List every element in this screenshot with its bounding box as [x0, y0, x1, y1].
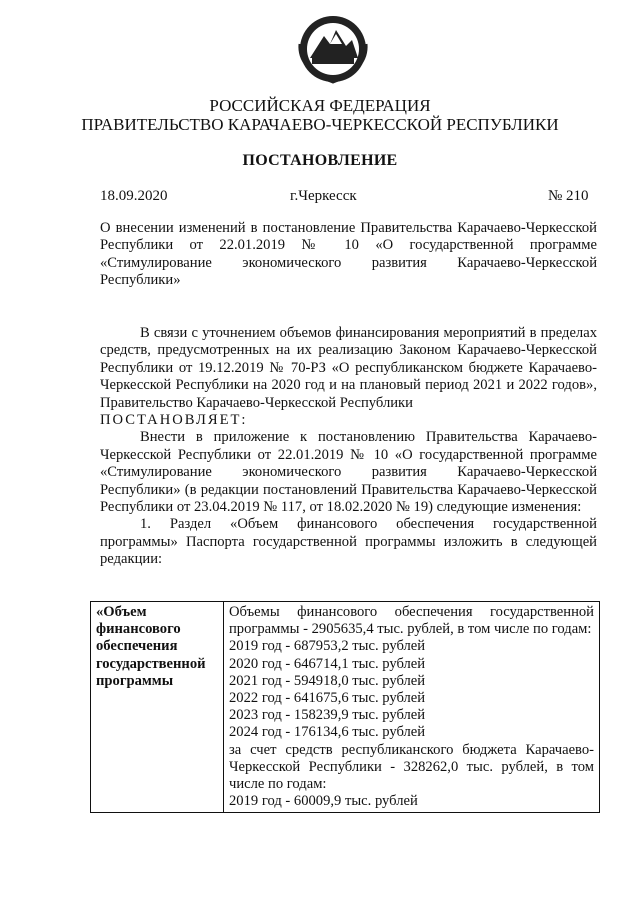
document-subject: О внесении изменений в постановление Правительства Карачаево-Черкесской Республики от 22.01.2019 № 10 «О государственной программе «Стимулирование экономического развития Карачаево-Черкесской Республики»	[100, 220, 597, 289]
coat-of-arms-icon	[294, 14, 372, 84]
table-label-cell: «Объем финансового обеспечения государственной программы	[91, 602, 224, 813]
table-row	[91, 602, 600, 813]
document-city: г.Черкесск	[290, 188, 357, 204]
funding-year-2021: 2021 год - 594918,0 тыс. рублей	[229, 672, 426, 689]
regional-funding-intro: за счет средств республиканского бюджета Карачаево-Черкесской Республики - 328262,0 тыс. рублей, в том числе по годам:	[229, 741, 594, 793]
funding-table	[90, 601, 600, 813]
funding-year-2023: 2023 год - 158239,9 тыс. рублей	[229, 707, 426, 724]
body-paragraph-1: В связи с уточнением объемов финансирования мероприятий в пределах средств, предусмотренных на их реализацию Законом Карачаево-Черкесской Республики от 19.12.2019 № 70-РЗ «О республиканском бюджете Карачаево-Черкесской Республики на 2020 год и на плановый период 2021 и 2022 годов», Правительство Карачаево-Черкесской Республики	[100, 325, 597, 411]
table-content-cell	[224, 602, 600, 813]
funding-year-2019: 2019 год - 687953,2 тыс. рублей	[229, 638, 426, 655]
funding-year-2020: 2020 год - 646714,1 тыс. рублей	[229, 655, 426, 672]
header-country: РОССИЙСКАЯ ФЕДЕРАЦИЯ	[209, 96, 431, 115]
document-body	[100, 325, 597, 569]
funding-intro: Объемы финансового обеспечения государственной программы - 2905635,4 тыс. рублей, в том числе по годам:	[229, 604, 594, 638]
document-date: 18.09.2020	[100, 188, 168, 204]
document-number: № 210	[548, 188, 589, 204]
document-type: ПОСТАНОВЛЕНИЕ	[242, 152, 398, 169]
funding-year-2024: 2024 год - 176134,6 тыс. рублей	[229, 724, 426, 741]
body-paragraph-2: Внести в приложение к постановлению Правительства Карачаево-Черкесской Республики от 22.01.2019 № 10 «О государственной программе «Стимулирование экономического развития Карачаево-Черкесской Республики» (в редакции постановлений Правительства Карачаево-Черкесской Республики от 23.04.2019 № 117, от 18.02.2020 № 19) следующие изменения:	[100, 429, 597, 516]
funding-year-2022: 2022 год - 641675,6 тыс. рублей	[229, 690, 426, 707]
header-government: ПРАВИТЕЛЬСТВО КАРАЧАЕВО-ЧЕРКЕССКОЙ РЕСПУБЛИКИ	[81, 115, 559, 134]
body-paragraph-3: 1. Раздел «Объем финансового обеспечения государственной программы» Паспорта государственной программы изложить в следующей редакции:	[100, 516, 597, 568]
decree-word: ПОСТАНОВЛЯЕТ:	[100, 412, 248, 429]
regional-year-2019: 2019 год - 60009,9 тыс. рублей	[229, 793, 418, 810]
